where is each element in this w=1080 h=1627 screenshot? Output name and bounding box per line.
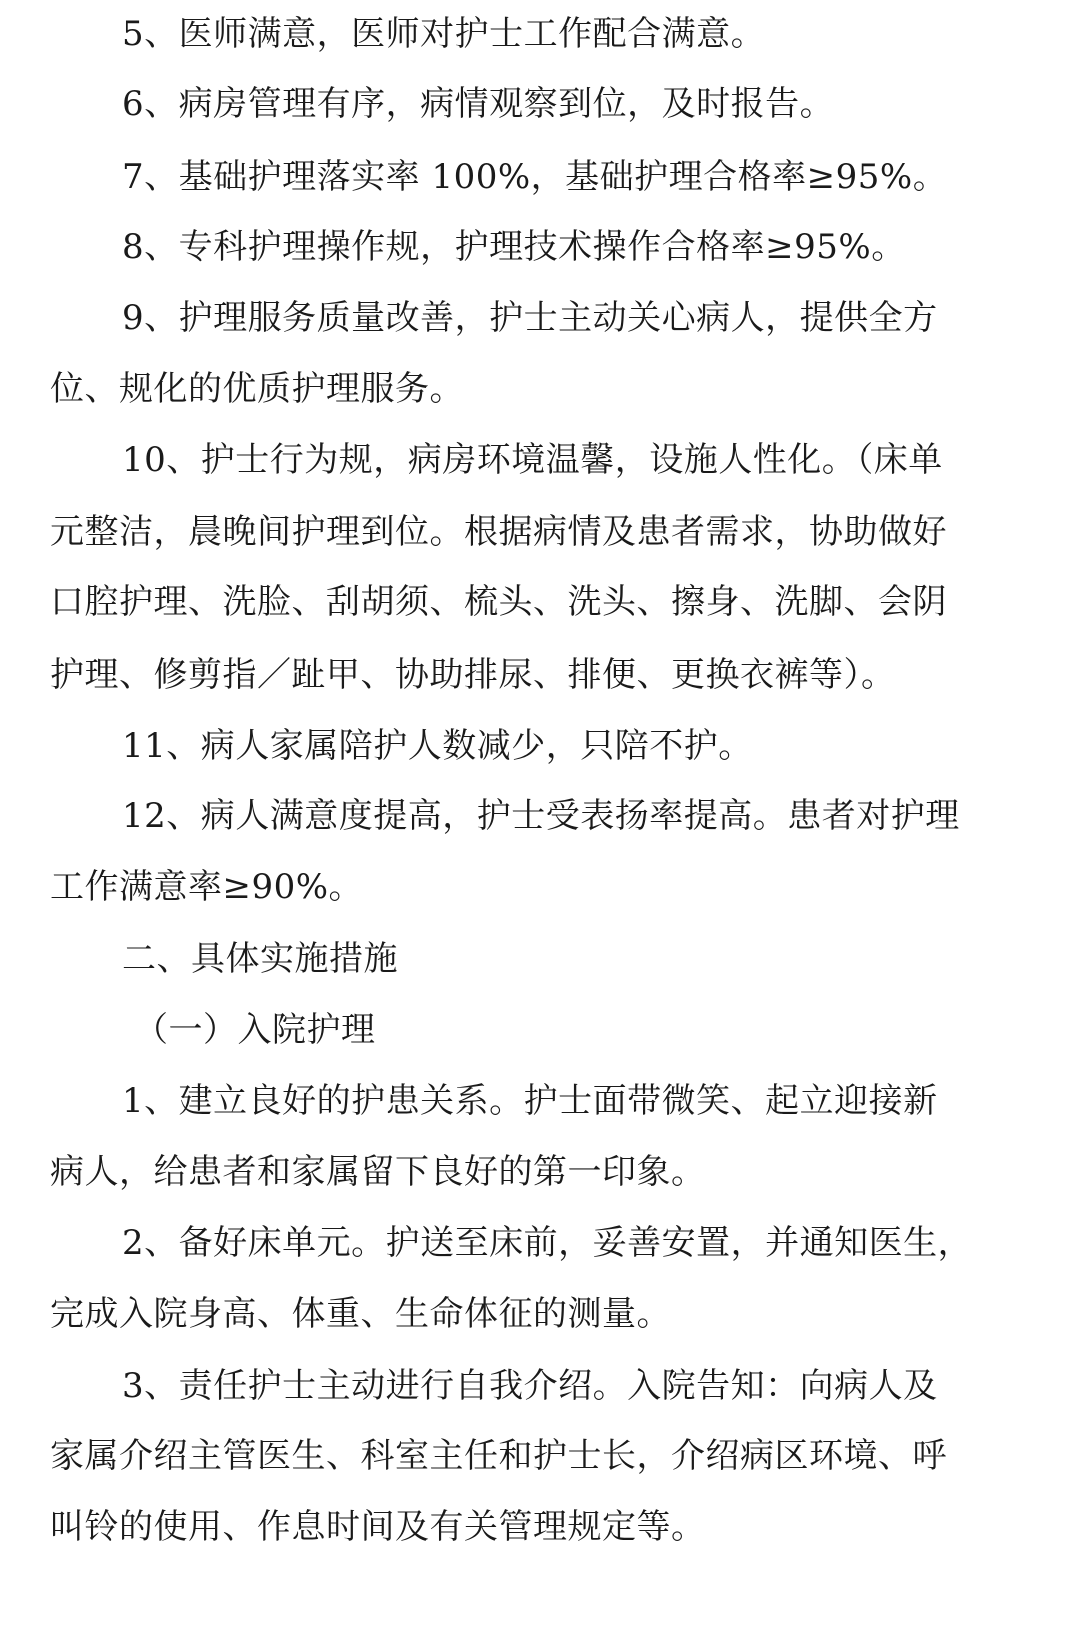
text-line: 护理、修剪指／趾甲、协助排尿、排便、更换衣裤等）。: [50, 655, 896, 695]
text-line: 3、责任护士主动进行自我介绍。入院告知：向病人及: [122, 1366, 938, 1406]
text-line: 叫铃的使用、作息时间及有关管理规定等。: [50, 1507, 706, 1547]
text-line: 病人，给患者和家属留下良好的第一印象。: [50, 1152, 706, 1192]
text-line: 元整洁，晨晚间护理到位。根据病情及患者需求，协助做好: [50, 512, 947, 552]
text-line: 5、医师满意，医师对护士工作配合满意。: [122, 14, 766, 54]
text-line: 8、专科护理操作规，护理技术操作合格率≥95%。: [122, 227, 906, 267]
text-line: 10、护士行为规，病房环境温馨，设施人性化。（床单: [122, 440, 943, 480]
text-line: 7、基础护理落实率 100%，基础护理合格率≥95%。: [122, 157, 948, 197]
text-line: 2、备好床单元。护送至床前，妥善安置，并通知医生，: [122, 1223, 973, 1263]
text-line: 家属介绍主管医生、科室主任和护士长，介绍病区环境、呼: [50, 1436, 947, 1476]
text-line: 完成入院身高、体重、生命体征的测量。: [50, 1294, 671, 1334]
text-line: 1、建立良好的护患关系。护士面带微笑、起立迎接新: [122, 1081, 938, 1121]
text-line: 口腔护理、洗脸、刮胡须、梳头、洗头、擦身、洗脚、会阴: [50, 582, 947, 622]
text-line: 工作满意率≥90%。: [50, 867, 364, 907]
text-line: 位、规化的优质护理服务。: [50, 369, 464, 409]
section-heading: 二、具体实施措施: [122, 939, 398, 979]
text-line: 9、护理服务质量改善，护士主动关心病人，提供全方: [122, 298, 938, 338]
text-line: 11、病人家属陪护人数减少，只陪不护。: [122, 726, 753, 766]
text-line: 12、病人满意度提高，护士受表扬率提高。患者对护理: [122, 796, 960, 836]
text-line: 6、病房管理有序，病情观察到位，及时报告。: [122, 84, 835, 124]
subsection-heading: （一）入院护理: [134, 1010, 376, 1050]
